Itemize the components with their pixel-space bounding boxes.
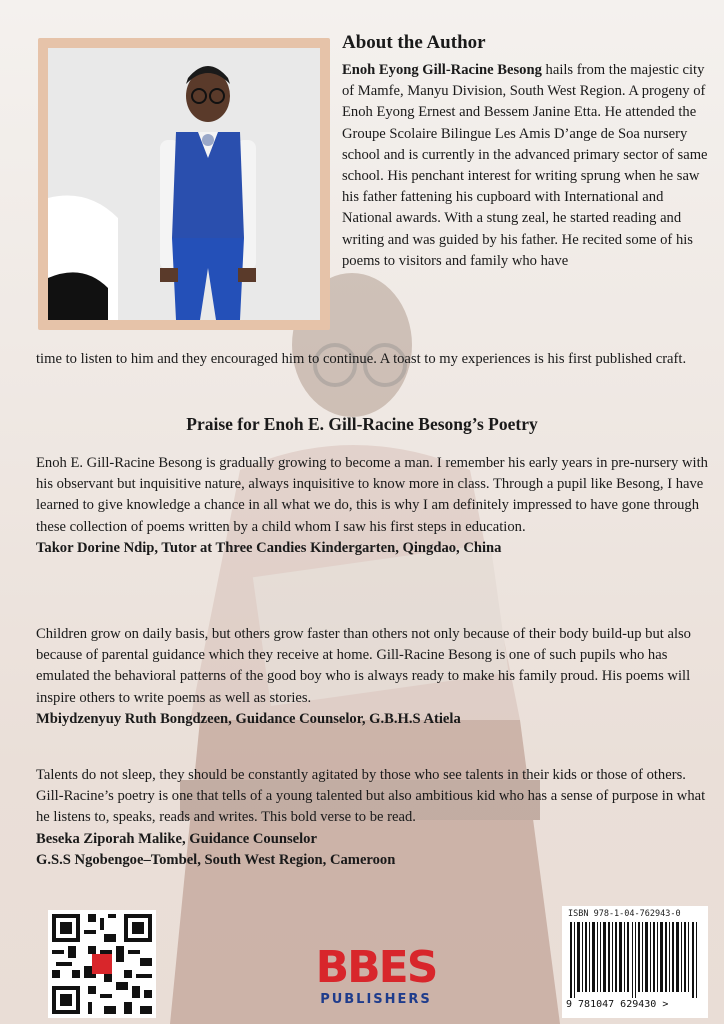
barcode-icon	[568, 922, 702, 998]
publisher-logo-text: BBES	[315, 942, 437, 993]
publisher-logo-subtext: PUBLISHERS	[320, 992, 432, 1007]
isbn-label: ISBN 978-1-04-762943-0	[568, 909, 681, 919]
quote-text: Children grow on daily basis, but others grow faster than others not only because of their body build-up but also because of parental guidance which they receive at home. Gill-Racine Besong is one of such pupils who has emulated the behavioral patterns of the good boy who is always ready to make his family proud. His poems will inspire others to write poems as well as stories.	[36, 626, 691, 706]
quote-attribution: Beseka Ziporah Malike, Guidance Counselor	[36, 830, 317, 847]
quote-text: Talents do not sleep, they should be constantly agitated by those who see talents in their kids or those of others. Gill-Racine’s poetry is one that tells of a young talented but also ambitious kid who has a sense of purpose in what he listens to, speaks, reads and writes. This bold verse to be read.	[36, 767, 706, 826]
about-author-title: About the Author	[342, 32, 486, 53]
praise-quote-1	[36, 453, 708, 559]
praise-quote-2	[36, 624, 708, 730]
author-portrait-icon	[48, 48, 320, 320]
praise-title: Praise for Enoh E. Gill-Racine Besong’s Poetry	[186, 414, 538, 434]
about-author-paragraph-continued: time to listen to him and they encouraged him to continue. A toast to my experiences is his first published craft.	[36, 351, 687, 367]
qr-code-icon[interactable]	[48, 910, 156, 1018]
quote-attribution-line-2: G.S.S Ngobengoe–Tombel, South West Region, Cameroon	[36, 851, 396, 868]
about-author-paragraph	[342, 60, 708, 272]
quote-attribution: Takor Dorine Ndip, Tutor at Three Candies Kindergarten, Qingdao, China	[36, 539, 502, 556]
praise-quote-3	[36, 765, 708, 871]
about-paragraph-text: hails from the majestic city of Mamfe, Manyu Division, South West Region. A progeny of Enoh Eyong Ernest and Bessem Janine Etta. He attended the Groupe Scolaire Bilingue Les Amis D’ange de Soa nursery school and is currently in the advanced primary sector of same school. His penchant interest for writing sprung when he saw his father fattening his cupboard with International and National awards. With a stung zeal, he started reading and writing and was guided by his father. He recited some of his poems to visitors and family who have	[342, 62, 708, 269]
quote-attribution: Mbiydzenyuy Ruth Bongdzeen, Guidance Counselor, G.B.H.S Atiela	[36, 710, 461, 727]
publisher-logo	[296, 942, 456, 1007]
quote-text: Enoh E. Gill-Racine Besong is gradually growing to become a man. I remember his early years in pre-nursery with his observant but inquisitive nature, always inquisitive to know more in class. Through a pupil like Besong, I have learned to give knowledge a chance in all what we do, this is why I am definitely impressed to have gone through these collection of poems written by a child whom I saw his first steps in education.	[36, 455, 708, 535]
author-photo	[38, 38, 330, 330]
barcode-number: 9 781047 629430 >	[566, 999, 669, 1010]
isbn-barcode	[562, 906, 708, 1018]
author-name: Enoh Eyong Gill-Racine Besong	[342, 62, 542, 78]
